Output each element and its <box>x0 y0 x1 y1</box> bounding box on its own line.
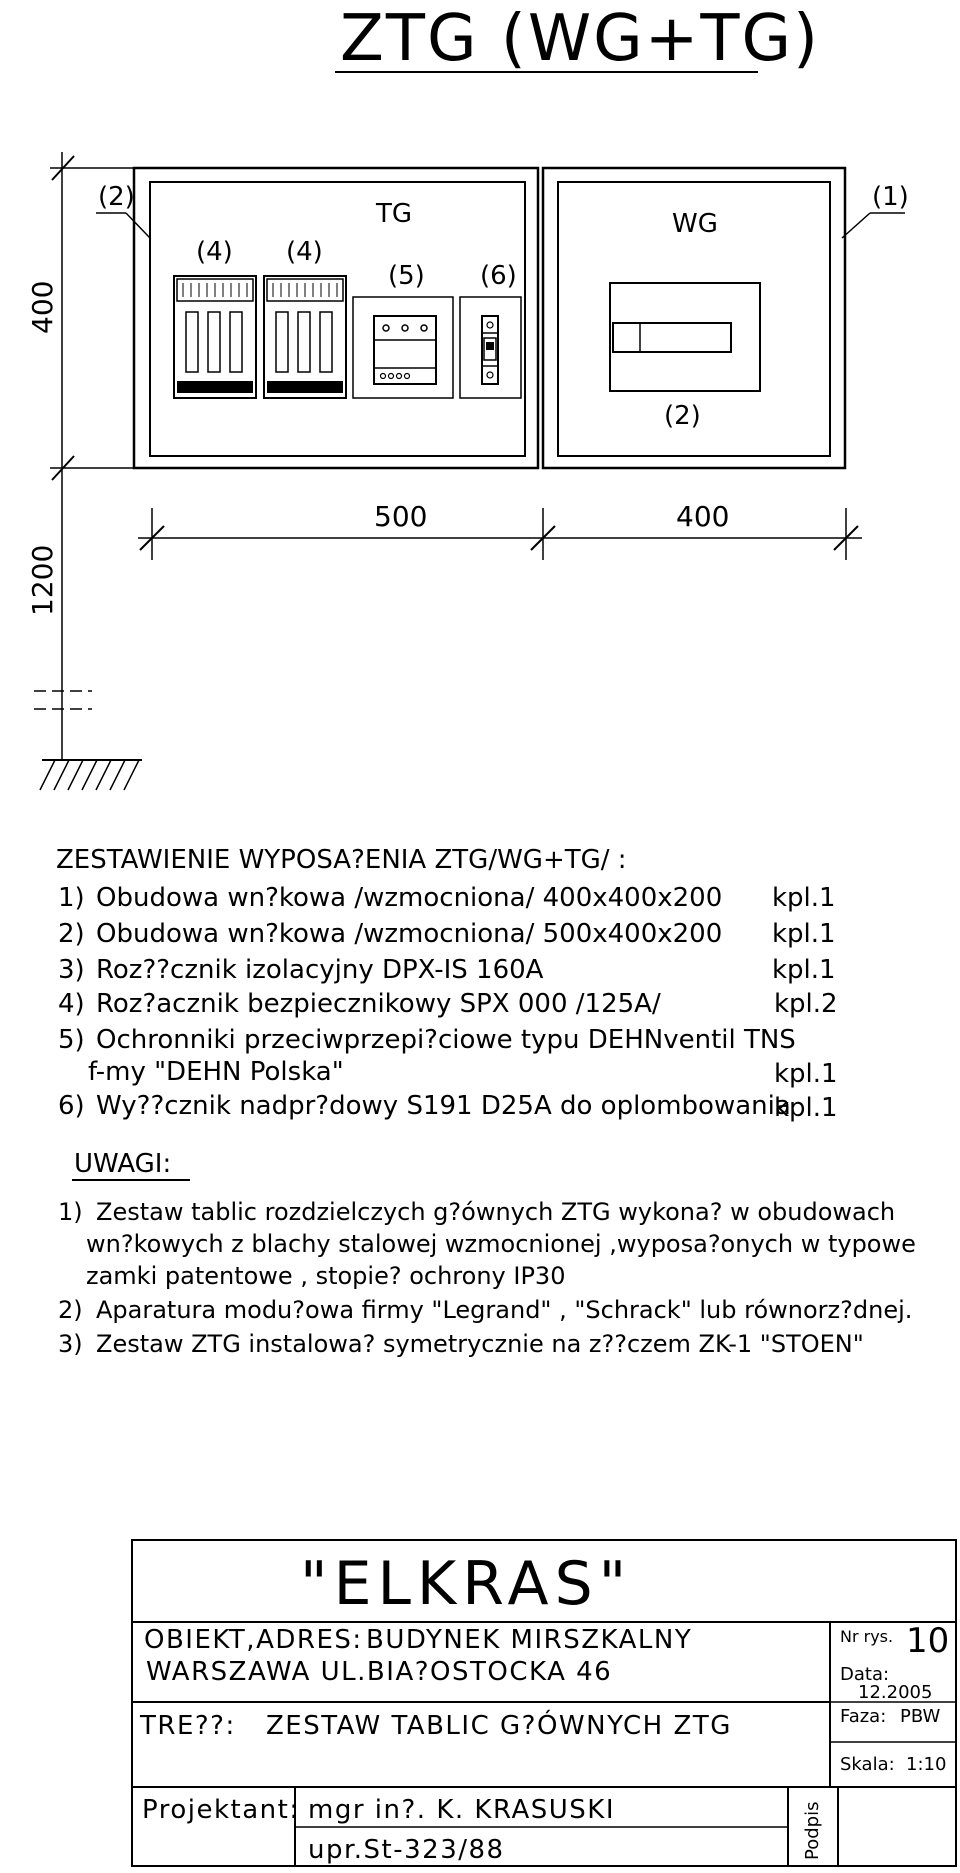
fuse-switch-b <box>264 276 346 398</box>
equipment-item-text: Obudowa wn?kowa /wzmocniona/ 400x400x200 <box>96 883 723 913</box>
scale-label: Skala: <box>840 1754 895 1775</box>
equipment-item-num: 5) <box>58 1025 85 1055</box>
equipment-item-num: 1) <box>58 883 85 913</box>
equipment-item-qty: kpl.1 <box>774 1059 838 1089</box>
equipment-item-text: Ochronniki przeciwprzepi?ciowe typu DEHNventil TNS <box>96 1025 796 1055</box>
label-ref-5: (5) <box>388 261 425 291</box>
equipment-item-text-2: f-my "DEHN Polska" <box>88 1057 344 1087</box>
phase-value: PBW <box>900 1706 941 1727</box>
drawing-no: 10 <box>906 1621 950 1661</box>
date-label: Data: <box>840 1664 890 1685</box>
note-line: Zestaw ZTG instalowa? symetrycznie na z??czem ZK-1 "STOEN" <box>96 1330 864 1358</box>
address: WARSZAWA UL.BIA?OSTOCKA 46 <box>146 1657 613 1687</box>
fuse-switch-a <box>174 276 256 398</box>
dim-width-wg: 400 <box>676 500 730 533</box>
surge-protector <box>353 297 453 398</box>
drawing-title-group <box>335 2 820 76</box>
label-ref-2-left: (2) <box>98 182 135 212</box>
cabinet-tg <box>134 168 538 468</box>
equipment-item-num: 2) <box>58 919 85 949</box>
label-ref-2-wg: (2) <box>664 401 701 431</box>
note-line: Aparatura modu?owa firmy "Legrand" , "Schrack" lub równorz?dnej. <box>96 1296 913 1324</box>
equipment-item-qty: kpl.1 <box>772 919 836 949</box>
label-ref-4a: (4) <box>196 237 233 267</box>
company-name: "ELKRAS" <box>300 1549 633 1619</box>
designer-license: upr.St-323/88 <box>308 1835 505 1865</box>
date-value: 12.2005 <box>858 1682 933 1703</box>
label-wg: WG <box>672 209 718 239</box>
equipment-item-qty: kpl.2 <box>774 989 838 1019</box>
designer-label: Projektant: <box>142 1795 300 1825</box>
circuit-breaker <box>460 297 521 398</box>
object-value: BUDYNEK MIRSZKALNY <box>366 1625 693 1655</box>
dim-height-base: 1200 <box>26 544 59 616</box>
equipment-item-num: 3) <box>58 955 85 985</box>
title-block <box>132 1540 956 1866</box>
object-label: OBIEKT,ADRES: <box>144 1625 363 1655</box>
label-ref-4b: (4) <box>286 237 323 267</box>
drawing-no-label: Nr rys. <box>840 1627 894 1646</box>
note-num: 2) <box>58 1296 83 1324</box>
label-ref-1: (1) <box>872 182 909 212</box>
equipment-item-text: Wy??cznik nadpr?dowy S191 D25A do oplombowania <box>96 1091 791 1121</box>
equipment-item-text: Obudowa wn?kowa /wzmocniona/ 500x400x200 <box>96 919 723 949</box>
scale-value: 1:10 <box>906 1754 947 1775</box>
label-ref-6: (6) <box>480 261 517 291</box>
drawing-labels <box>98 182 909 431</box>
equipment-item-num: 6) <box>58 1091 85 1121</box>
horizontal-dimension <box>138 500 862 560</box>
drawing-title: ZTG (WG+TG) <box>340 2 820 76</box>
notes-section <box>58 1149 916 1358</box>
note-line: Zestaw tablic rozdzielczych g?ównych ZTG wykona? w obudowach <box>96 1198 896 1226</box>
note-num: 1) <box>58 1198 83 1226</box>
content-value: ZESTAW TABLIC G?ÓWNYCH ZTG <box>266 1711 732 1741</box>
note-line: zamki patentowe , stopie? ochrony IP30 <box>86 1262 566 1290</box>
note-num: 3) <box>58 1330 83 1358</box>
equipment-item-num: 4) <box>58 989 85 1019</box>
dim-height-box: 400 <box>26 280 59 334</box>
phase-label: Faza: <box>840 1706 887 1727</box>
equipment-item-text: Roz??cznik izolacyjny DPX-IS 160A <box>96 955 544 985</box>
equipment-list <box>56 845 838 1123</box>
designer-name: mgr in?. K. KRASUSKI <box>308 1795 615 1825</box>
label-tg: TG <box>376 199 413 229</box>
content-label: TRE??: <box>140 1711 236 1741</box>
notes-heading: UWAGI: <box>74 1149 172 1179</box>
equipment-heading: ZESTAWIENIE WYPOSA?ENIA ZTG/WG+TG/ : <box>56 845 627 875</box>
equipment-item-qty: kpl.1 <box>772 955 836 985</box>
signature-label: Podpis <box>802 1801 823 1860</box>
equipment-item-qty: kpl.1 <box>774 1093 838 1123</box>
vertical-dimension <box>26 152 142 790</box>
equipment-item-qty: kpl.1 <box>772 883 836 913</box>
note-line: wn?kowych z blachy stalowej wzmocnionej ,wyposa?onych w typowe <box>86 1230 916 1258</box>
equipment-item-text: Roz?acznik bezpiecznikowy SPX 000 /125A/ <box>96 989 661 1019</box>
dim-width-tg: 500 <box>374 500 428 533</box>
isolator-switch <box>610 283 760 391</box>
